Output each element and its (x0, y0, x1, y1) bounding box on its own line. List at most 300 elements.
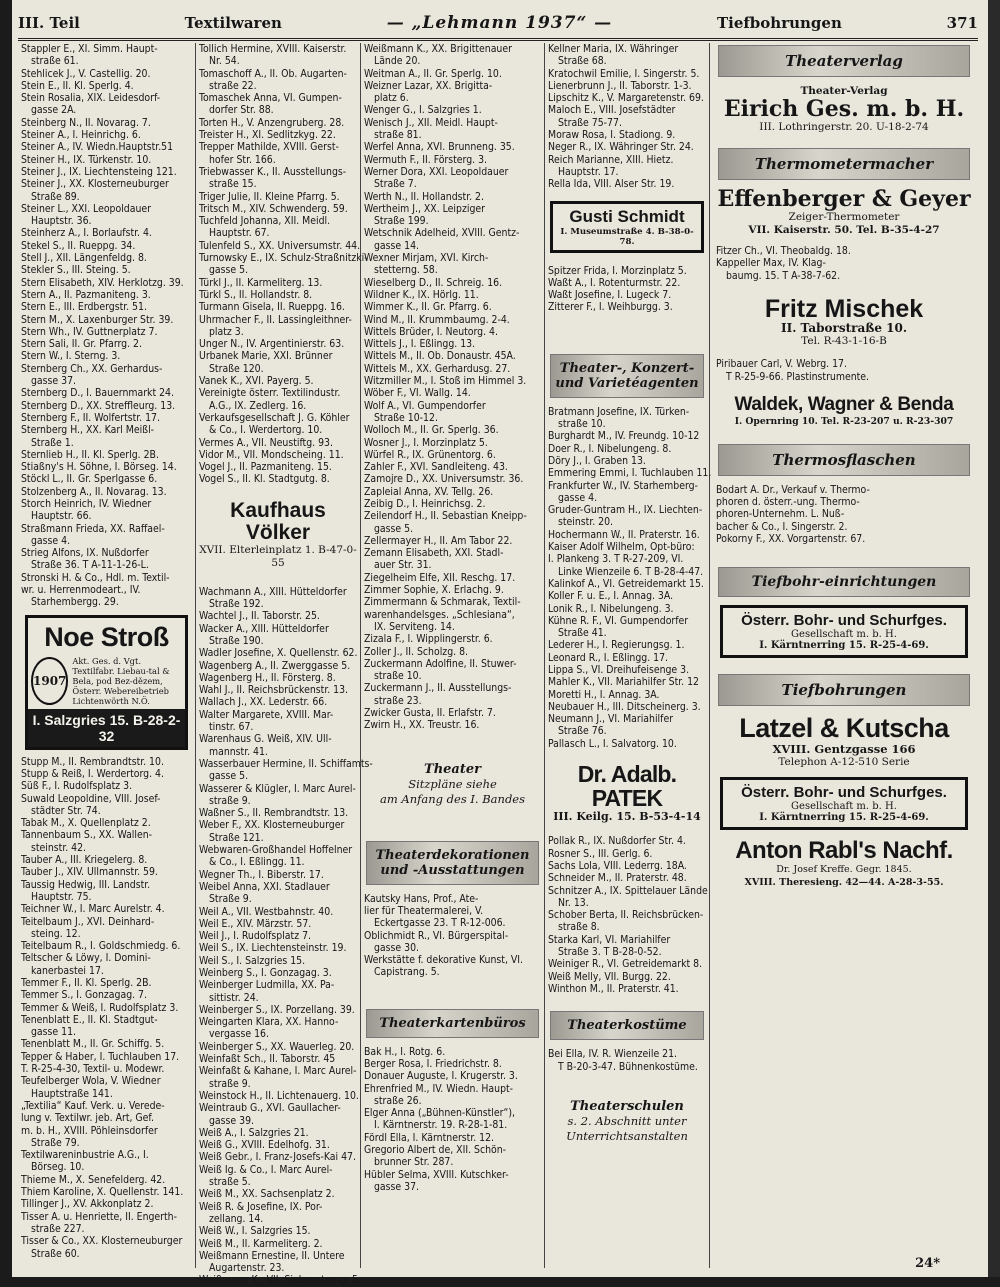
directory-entry: Teitelbaum J., XVI. Deinhard- (21, 915, 155, 928)
directory-entry: Weil S., IX. Liechtensteinstr. 19. (199, 942, 347, 955)
directory-entry: Wolf A., VI. Gumpendorfer (364, 399, 486, 412)
directory-entry: Mahler K., VII. Mariahilfer Str. 12 (548, 676, 699, 689)
entry-list (199, 585, 373, 1287)
directory-entry: Hübler Selma, XVIII. Kutschker- (364, 1168, 509, 1181)
directory-entry: Ziegelheim Elfe, XII. Reschg. 17. (364, 571, 516, 584)
directory-entry: Zwicker Gusta, II. Erlafstr. 7. (364, 707, 496, 720)
ad-address: XVII. Elterleinplatz 1. B-47-0-55 (199, 543, 357, 569)
directory-entry: Bodart A. Dr., Verkauf v. Thermo- (716, 483, 870, 496)
header-title: — „Lehmann 1937“ — (386, 13, 613, 33)
directory-entry: Wittels Brüder, I. Neutorg. 4. (364, 325, 498, 338)
entry-continuation: stetterng. 58. (374, 264, 438, 277)
directory-entry: Werfel Anna, XVI. Brunneng. 35. (364, 141, 515, 154)
directory-entry: Tannenbaum S., XX. Wallen- (21, 829, 153, 842)
directory-entry: Donauer Auguste, I. Krugerstr. 3. (364, 1070, 518, 1083)
directory-entry: Zimmer Sophie, X. Erlachg. 9. (364, 584, 504, 597)
directory-entry: Urbanek Marie, XXI. Brünner (199, 350, 333, 363)
entry-continuation: gasse 11. (31, 1026, 76, 1039)
ad-top: Theater-Verlag (800, 85, 888, 97)
directory-entry: Wallach J., XX. Lederstr. 66. (199, 696, 328, 709)
directory-entry: Tisser & Co., XX. Klosterneuburger (21, 1235, 183, 1248)
directory-entry: Kellner Maria, IX. Währinger (548, 43, 679, 55)
directory-entry: warenhandelsges. „Schlesiana“, (364, 608, 515, 621)
entry-continuation: straße 9. (209, 794, 251, 807)
directory-entry: Berger Rosa, I. Friedrichstr. 8. (364, 1058, 502, 1070)
directory-entry: Wegner Th., I. Biberstr. 17. (199, 868, 324, 881)
columns (18, 43, 978, 1287)
entry-continuation: gasse 30. (374, 941, 419, 954)
directory-entry: bacher & Co., I. Singerstr. 2. (716, 520, 848, 533)
entry-continuation: tinstr. 67. (209, 721, 254, 734)
entry-continuation: Straße 36. T A-11-1-26-L. (31, 559, 149, 572)
scan-edge-left (0, 0, 12, 1277)
note-heading: Theater (424, 761, 481, 777)
directory-entry: Zuckermann Adolfine, II. Stuwer- (364, 657, 517, 670)
directory-entry: T. R-25-4-30, Textil- u. Modewr. (21, 1063, 165, 1076)
entry-list (548, 835, 706, 995)
directory-entry: Starka Karl, VI. Mariahilfer (548, 933, 671, 946)
directory-entry: Reich Marianne, XIII. Hietz. (548, 153, 674, 166)
ad-name: Dr. Adalb. PATEK (577, 761, 677, 812)
directory-entry: Wosner J., I. Morzinplatz 5. (364, 436, 488, 449)
directory-entry: Wermuth F., II. Försterg. 3. (364, 153, 487, 166)
entry-continuation: & Co., I. Eßlingg. 11. (209, 856, 305, 869)
directory-entry: Wasserbauer Hermine, II. Schiffamts- (199, 757, 373, 770)
directory-entry: Stappler E., XI. Simm. Haupt- (21, 43, 158, 55)
directory-entry: Frankfurter W., IV. Starhemberg- (548, 479, 698, 492)
entry-continuation: straße 227. (31, 1222, 85, 1235)
directory-entry: Zeilendorf H., II. Sebastian Kneipp- (364, 510, 527, 523)
directory-entry: Wimmer K., II. Gr. Pfarrg. 6. (364, 301, 492, 314)
directory-entry: I. Plankeng 3. T R-27-209, VI. (548, 553, 684, 566)
directory-entry: Leonard R., I. Eßlingg. 17. (548, 651, 669, 664)
entry-list (548, 405, 712, 750)
entry-continuation: & Co., I. Werdertorg. 10. (209, 424, 323, 437)
directory-entry: Vereinigte österr. Textilindustr. (199, 387, 341, 400)
directory-entry: Steiner J., XX. Klosterneuburger (21, 178, 169, 191)
column-1 (18, 43, 196, 1268)
directory-entry: Oblichmidt R., VI. Bürgerspital- (364, 929, 509, 942)
directory-entry: Zoller J., II. Scholzg. 8. (364, 645, 468, 658)
entry-continuation: Lände 20. (374, 55, 421, 68)
directory-entry: Warenhaus G. Weiß, XIV. Ull- (199, 733, 332, 746)
note-line: Sitzpläne siehe (408, 776, 497, 791)
directory-entry: Weil S., I. Salzgries 15. (199, 954, 306, 967)
entry-continuation: Hauptstr. 67. (209, 227, 270, 240)
directory-entry: Temmer & Weiß, I. Rudolfsplatz 3. (21, 1001, 179, 1014)
entry-continuation: straße 23. (374, 694, 422, 707)
directory-entry: Weingarten Klara, XX. Hanno- (199, 1016, 339, 1029)
directory-entry: Werth N., II. Hollandstr. 2. (364, 190, 484, 203)
directory-entry: Weinberger S., XX. Wauerleg. 20. (199, 1040, 355, 1053)
ad-eirich (716, 85, 972, 134)
ad-address: XVIII. Gentzgasse 166 (772, 741, 916, 756)
directory-entry: Moraw Rosa, I. Stadiong. 9. (548, 129, 676, 142)
directory-entry: Wieselberg D., II. Schreig. 16. (364, 276, 503, 289)
note-line: s. 2. Abschnitt unter (567, 1113, 687, 1128)
entry-continuation: T R-25-9-66. Plastinstrumente. (726, 370, 870, 383)
directory-entry: Stern Elisabeth, XIV. Herklotzg. 39. (21, 276, 184, 289)
entry-continuation: Straße 192. (209, 598, 264, 611)
ad-gusti-schmidt (550, 201, 704, 253)
directory-entry: Burghardt M., IV. Freundg. 10-12 (548, 430, 700, 443)
directory-entry: Weiß M., II. Karmeliterg. 2. (199, 1237, 323, 1250)
directory-entry: Vermes A., VII. Neustiftg. 93. (199, 436, 333, 449)
directory-entry: Wacker A., XIII. Hütteldorfer (199, 622, 329, 635)
directory-entry: Zemann Elisabeth, XXI. Stadl- (364, 547, 504, 560)
entry-continuation: Straße 60. (31, 1247, 80, 1260)
entry-list (716, 484, 972, 545)
entry-continuation: mannstr. 41. (209, 745, 268, 758)
section-heading-tiefbohrungen: Tiefbohrungen (718, 674, 970, 706)
directory-entry: Stolzenberg A., II. Novarag. 13. (21, 485, 167, 498)
entry-continuation: Augartenstr. 23. (209, 1262, 285, 1275)
directory-entry: Fitzer Ch., VI. Theobaldg. 18. (716, 245, 851, 258)
directory-entry: Wahl J., II. Reichsbrückenstr. 13. (199, 684, 348, 697)
directory-entry: Trepper Mathilde, XVIII. Gerst- (199, 141, 339, 154)
entry-continuation: straße 10. (558, 418, 606, 431)
directory-entry: Zuckermann J., II. Ausstellungs- (364, 682, 512, 695)
ad-name: Fritz Mischek (764, 295, 924, 324)
directory-entry: Stronski H. & Co., Hdl. m. Textil- (21, 571, 170, 584)
entry-continuation: Straße 3. T B-28-0-52. (558, 946, 662, 959)
directory-entry: Schnitzer A., IX. Spittelauer Lände (548, 884, 708, 897)
directory-entry: Stell J., XII. Längenfeldg. 8. (21, 252, 147, 265)
entry-continuation: T B-20-3-47. Bühnenkostüme. (558, 1060, 698, 1073)
directory-entry: Wertheim J., XX. Leipziger (364, 202, 485, 215)
directory-entry: Emmering Emmi, I. Tuchlauben 11. (548, 467, 712, 480)
ad-address: II. Taborstraße 10. (780, 321, 908, 336)
entry-continuation: gasse 37. (31, 375, 76, 388)
ad-name: Kaufhaus Völker (230, 498, 326, 544)
directory-entry: Stern Sali, II. Gr. Pfarrg. 2. (21, 338, 142, 351)
directory-entry: Türkl S., II. Hollandstr. 8. (199, 288, 313, 301)
directory-entry: Tepper & Haber, I. Tuchlauben 17. (21, 1050, 180, 1063)
entry-continuation: Straße 121. (209, 831, 264, 844)
directory-entry: Weiß W., I. Salzgries 15. (199, 1225, 311, 1238)
directory-entry: Neubauer H., III. Ditscheinerg. 3. (548, 700, 701, 713)
directory-entry: Vogel S., II. Kl. Stadtgutg. 8. (199, 473, 330, 486)
entry-continuation: Hauptstr. 17. (558, 165, 619, 178)
directory-entry: Straßmann Frieda, XX. Raffael- (21, 522, 165, 535)
directory-entry: Weintraub G., XVI. Gaullacher- (199, 1102, 341, 1115)
directory-entry: Turmann Gisela, II. Rueppg. 16. (199, 301, 345, 314)
entry-continuation: gasse 4. (558, 491, 598, 504)
entry-continuation: Straße 7. (374, 178, 417, 191)
directory-entry: Wagenberg H., II. Försterg. 8. (199, 671, 336, 684)
directory-entry: Teichner W., I. Marc Aurelstr. 4. (21, 903, 165, 916)
ad-address: I. Opernring 10. Tel. R-23-207 u. R-23-307 (734, 415, 954, 427)
ad-phone: Tel. R-43-1-16-B (801, 335, 887, 348)
directory-entry: Neger R., IX. Währinger Str. 24. (548, 141, 694, 154)
directory-entry: Stekel S., II. Rueppg. 34. (21, 239, 136, 252)
ad-bar: I. Salzgries 15. B-28-2-32 (28, 709, 185, 747)
ad-name: Latzel & Kutscha (739, 713, 949, 744)
entry-continuation: hofer Str. 166. (209, 153, 276, 166)
entry-continuation: Börseg. 10. (31, 1161, 85, 1174)
ad-kaufhaus-voelker (199, 500, 357, 570)
directory-entry: Weinberger Ludmilla, XX. Pa- (199, 979, 335, 992)
directory-entry: Tisser A. u. Henriette, II. Engerth- (21, 1210, 177, 1223)
ad-phone: Telephon A-12-510 Serie (778, 755, 910, 768)
entry-list (716, 358, 972, 383)
ad-name: Noe Stroß (44, 621, 169, 652)
entry-continuation: Straße 120. (209, 362, 264, 375)
entry-continuation: Eckertgasse 23. T R-12-006. (374, 917, 506, 930)
directory-entry: Temmer F., II. Kl. Sperlg. 2B. (21, 977, 152, 989)
ad-text: Akt. Ges. d. Vgt. Textilfabr. Liebau-tal & Bela, pod Bez-dězem, Österr. Webereibetrieb Lichtenwörth N.Ö. (72, 655, 170, 706)
entry-continuation: Straße 79. (31, 1136, 80, 1149)
ad-sub: Dr. Josef Kreffe. Gegr. 1845. (776, 863, 912, 875)
section-heading-thermometermacher: Thermometermacher (718, 148, 970, 180)
directory-entry: Sternberg H., XX. Karl Meißl- (21, 424, 155, 437)
directory-entry: Rella Ida, VIII. Alser Str. 19. (548, 178, 675, 191)
ad-waldek (716, 395, 972, 428)
entry-continuation: A.G., IX. Zedlerg. 16. (209, 399, 307, 412)
entry-continuation: straße 81. (374, 129, 422, 142)
ad-name: Österr. Bohr- und Schurfges. (741, 612, 947, 630)
entry-continuation: straße 8. (558, 921, 600, 934)
directory-entry: Lippa S., VI. Dreihufeisenge 3. (548, 663, 690, 676)
ad-bohr-schurfges-2 (720, 777, 968, 830)
ad-address: III. Keilg. 15. B-53-4-14 (553, 810, 701, 824)
section-heading-theaterverlag: Theaterverlag (718, 45, 970, 77)
directory-entry: Steiner A., IV. Wiedn.Hauptstr.51 (21, 141, 174, 154)
directory-entry: Döry J., I. Graben 13. (548, 454, 646, 467)
directory-entry: Süß F., I. Rudolfsplatz 3. (21, 780, 133, 793)
ad-address: III. Lothringerstr. 20. U-18-2-74 (759, 121, 929, 134)
entry-continuation: Straße 10-12. (374, 411, 438, 424)
directory-entry: phoren-Unternehm. L. Nuß- (716, 508, 845, 521)
directory-entry: Fördl Ella, I. Kärntnerstr. 12. (364, 1131, 494, 1144)
entry-continuation: Straße 199. (374, 215, 429, 228)
entry-continuation: gasse 4. (31, 534, 71, 547)
directory-entry: Tabak M., X. Quellenplatz 2. (21, 817, 151, 830)
directory-entry: Teufelberger Wola, V. Wiedner (21, 1075, 161, 1088)
directory-entry: Steinberg N., II. Novarag. 7. (21, 116, 151, 129)
entry-continuation: IX. Serviteng. 14. (374, 620, 455, 633)
entry-continuation: städter Str. 74. (31, 804, 101, 817)
directory-entry: Stehlicek J., V. Castellig. 20. (21, 67, 151, 80)
directory-entry: Weißmann Ernestine, II. Untere (199, 1249, 345, 1262)
directory-entry: Gregorio Albert de, XII. Schön- (364, 1144, 507, 1157)
entry-continuation: Hauptstr. 36. (31, 215, 92, 228)
ad-patek (548, 762, 706, 823)
directory-entry: Tomaschoff A., II. Ob. Augarten- (199, 67, 347, 80)
directory-entry: Weiniger R., VI. Getreidemarkt 8. (548, 958, 703, 971)
entry-continuation: dorfer Str. 88. (209, 104, 274, 117)
entry-continuation: straße 10. (374, 670, 422, 683)
directory-entry: Weil A., VII. Westbahnstr. 40. (199, 905, 334, 918)
directory-entry: Lederer H., I. Regierungsg. 1. (548, 639, 685, 652)
entry-continuation: I. Kärntnerstr. 19. R-28-1-81. (374, 1119, 508, 1132)
section-heading-agenten: Theater-, Konzert- und Varietéagenten (550, 354, 704, 398)
entry-continuation: gasse 5. (209, 770, 249, 783)
directory-entry: Teitelbaum R., I. Goldschmiedg. 6. (21, 940, 181, 953)
directory-entry: Weinfaßt & Kahane, I. Marc Aurel- (199, 1065, 357, 1078)
directory-entry: Tillinger J., XV. Akkonplatz 2. (21, 1198, 154, 1211)
directory-entry: Gruder-Guntram H., IX. Liechten- (548, 504, 703, 517)
directory-entry: Sachs Lola, VIII. Lederrg. 18A. (548, 859, 687, 872)
directory-entry: Webwaren-Großhandel Hoffelner (199, 844, 353, 857)
directory-entry: Wachmann A., XIII. Hütteldorfer (199, 585, 347, 598)
directory-entry: Sternberg D., I. Bauernmarkt 24. (21, 387, 174, 400)
ad-name: Waldek, Wagner & Benda (734, 393, 954, 415)
directory-entry: phoren d. österr.-ung. Thermo- (716, 496, 860, 509)
entry-continuation: auer Str. 31. (374, 559, 432, 572)
directory-entry: Stern A., II. Pazmaniteng. 3. (21, 288, 151, 301)
directory-entry: Rosner S., III. Gerlg. 6. (548, 847, 653, 860)
directory-entry: Weißmann K., XX. Brigittenauer (364, 43, 512, 55)
entry-list (364, 893, 541, 979)
directory-entry: Tauber A., III. Kriegelerg. 8. (21, 854, 148, 867)
directory-entry: Sternberg D., XX. Streffleurg. 13. (21, 399, 176, 412)
directory-entry: Neumann J., VI. Mariahilfer (548, 713, 674, 726)
directory-entry: Wenisch J., XII. Meidl. Haupt- (364, 116, 498, 129)
directory-entry: Temmer S., I. Gonzagag. 7. (21, 989, 147, 1002)
directory-entry: Uhrmacher F., II. Lassingleithner- (199, 313, 352, 326)
entry-continuation: Straße 9. (209, 893, 252, 906)
directory-entry: wr. u. Herrenmodeart., IV. (21, 584, 141, 597)
directory-entry: Kühne R. F., VI. Gumpendorfer (548, 614, 689, 627)
ad-sub: Gesellschaft m. b. H. (791, 800, 897, 812)
directory-entry: Schneider M., II. Praterstr. 48. (548, 872, 687, 885)
directory-entry: Tollich Hermine, XVIII. Kaiserstr. (199, 43, 347, 55)
entry-continuation: gasse 2A. (31, 104, 77, 117)
directory-entry: Stiaßny's H. Söhne, I. Börseg. 14. (21, 461, 177, 474)
directory-entry: Weibel Anna, XXI. Stadlauer (199, 880, 330, 893)
directory-entry: Wasserer & Klügler, I. Marc Aurel- (199, 782, 356, 795)
note-theaterschulen (548, 1099, 706, 1144)
directory-entry: Pallasch L., I. Salvatorg. 10. (548, 737, 677, 750)
directory-entry: Waßner S., II. Rembrandtstr. 13. (199, 807, 349, 820)
directory-entry: Maloch E., VIII. Josefstädter (548, 104, 676, 117)
ad-effenberger (716, 188, 972, 237)
ad-bohr-schurfges (720, 605, 968, 658)
directory-entry: Wagenberg A., II. Zwerggasse 5. (199, 659, 351, 672)
directory-entry: Tomaschek Anna, VI. Gumpen- (199, 92, 342, 105)
directory-entry: Zellermayer H., II. Am Tabor 22. (364, 534, 513, 547)
ad-address: I. Kärntnerring 15. R-25-4-69. (759, 811, 929, 823)
ad-address: VII. Kaiserstr. 50. Tel. B-35-4-27 (748, 224, 940, 237)
directory-entry: Kaiser Adolf Wilhelm, Opt-büro: (548, 541, 695, 554)
directory-entry: Stern Wh., IV. Guttnerplatz 7. (21, 325, 158, 338)
directory-entry: „Textilia“ Kauf. Verk. u. Verede- (21, 1099, 165, 1112)
directory-entry: Weiß Melly, VII. Burgg. 22. (548, 970, 671, 983)
directory-entry: Wittels M., II. Ob. Donaustr. 45A. (364, 350, 516, 363)
directory-entry: Weizner Lazar, XX. Brigitta- (364, 79, 493, 92)
directory-entry: Bak H., I. Rotg. 6. (364, 1045, 446, 1058)
ad-address: I. Museumstraße 4. B-38-0-78. (560, 226, 694, 247)
directory-entry: Tulenfeld S., XX. Universumstr. 44. (199, 239, 361, 252)
header-page-number: 371 (946, 14, 978, 32)
entry-continuation: Hauptstr. 75. (31, 890, 92, 903)
directory-entry: Wittels M., XX. Gerhardusg. 27. (364, 362, 511, 375)
directory-entry: Thiem Karoline, X. Quellenstr. 141. (21, 1186, 184, 1199)
directory-entry: Weiß R. & Josefine, IX. Por- (199, 1200, 323, 1213)
directory-entry: lier für Theatermalerei, V. (364, 904, 484, 917)
page-header (18, 8, 978, 41)
entry-continuation: gasse 39. (209, 1114, 254, 1127)
entry-continuation: Straße 190. (209, 634, 264, 647)
entry-list (548, 43, 706, 191)
column-2 (196, 43, 373, 1287)
directory-entry: Stekler S., III. Steing. 5. (21, 264, 131, 277)
directory-entry: Steinherz A., I. Borlaufstr. 4. (21, 227, 152, 240)
entry-continuation: Linke Wienzeile 6. T B-28-4-47. (558, 565, 704, 578)
directory-entry: Steiner J., IX. Liechtensteing 121. (21, 165, 177, 178)
ad-address: XVIII. Theresieng. 42—44. A-28-3-55. (744, 876, 944, 888)
directory-entry: Tenenblatt M., II. Gr. Schiffg. 5. (21, 1038, 165, 1051)
entry-continuation: straße 9. (209, 1077, 251, 1090)
directory-entry: Textilwareninbustrie A.G., I. (21, 1149, 149, 1162)
directory-entry: Wexner Mirjam, XVI. Kirch- (364, 252, 489, 265)
entry-continuation: brunner Str. 287. (374, 1156, 454, 1169)
column-3 (361, 43, 545, 1268)
directory-entry: Witzmiller M., I. Stoß im Himmel 3. (364, 375, 527, 388)
directory-entry: Bei Ella, IV. R. Wienzeile 21. (548, 1048, 678, 1061)
directory-entry: Werkstätte f. dekorative Kunst, VI. (364, 954, 523, 967)
directory-entry: Steiner A., I. Heinrichg. 6. (21, 129, 141, 142)
directory-entry: Sternlieb H., II. Kl. Sperlg. 2B. (21, 448, 159, 461)
section-heading-thermosflaschen: Thermosflaschen (718, 444, 970, 476)
entry-continuation: straße 26. (374, 1094, 422, 1107)
directory-entry: Verkaufsgesellschaft J. G. Köhler (199, 411, 350, 424)
signature-mark: 24* (915, 1256, 940, 1271)
ad-year-seal (31, 657, 68, 705)
directory-entry: Sternberg Ch., XX. Gerhardus- (21, 362, 163, 375)
directory-entry: Weiß Gebr., I. Franz-Josefs-Kai 47. (199, 1151, 356, 1164)
entry-continuation: Starhembergg. 29. (31, 596, 119, 609)
entry-continuation: Nr. 54. (209, 55, 240, 68)
directory-entry: Zitterer F., I. Weihburgg. 3. (548, 301, 673, 314)
directory-entry: Stupp & Reiß, I. Werdertorg. 4. (21, 767, 164, 780)
directory-entry: Stein E., II. Kl. Sperlg. 4. (21, 79, 134, 92)
directory-entry: Wittels J., I. Eßlingg. 13. (364, 338, 476, 351)
directory-entry: Würfel R., IX. Grünentorg. 6. (364, 448, 496, 461)
directory-entry: Suwald Leopoldine, VIII. Josef- (21, 792, 161, 805)
directory-entry: Triebwasser K., II. Ausstellungs- (199, 165, 347, 178)
directory-entry: Wetschnik Adelheid, XVIII. Gentz- (364, 227, 520, 240)
directory-entry: Zwirn H., XX. Treustr. 16. (364, 719, 480, 732)
directory-entry: Stern M., X. Laxenburger Str. 39. (21, 313, 174, 326)
entry-continuation: platz 6. (374, 92, 409, 105)
entry-list (199, 43, 368, 486)
directory-entry: Stupp M., II. Rembrandtstr. 10. (21, 755, 164, 768)
directory-entry: lung v. Textilwr. jeb. Art, Gef. (21, 1112, 154, 1125)
directory-entry: Lonik R., I. Nibelungeng. 3. (548, 602, 674, 615)
entry-continuation: straße 61. (31, 55, 79, 68)
directory-entry: Wöber F., VI. Wallg. 14. (364, 387, 471, 400)
directory-entry: Stein Rosalia, XIX. Leidesdorf- (21, 92, 161, 105)
entry-continuation: gasse 5. (209, 264, 249, 277)
directory-entry: Vogel J., II. Pazmaniteng. 15. (199, 461, 332, 474)
directory-entry: Vidor M., VII. Mondscheing. 11. (199, 448, 344, 461)
entry-list (21, 43, 192, 609)
header-section-left: Textilwaren (184, 14, 282, 32)
directory-entry: Lienerbrunn J., II. Taborstr. 1-3. (548, 79, 692, 92)
directory-entry: Torten H., V. Anzengruberg. 28. (199, 116, 345, 129)
entry-continuation: zellang. 14. (209, 1212, 264, 1225)
entry-continuation: Hauptstr. 66. (31, 510, 92, 523)
directory-entry: Triger Julie, II. Kleine Pfarrg. 5. (199, 190, 340, 203)
section-heading-kostueme: Theaterkostüme (550, 1011, 704, 1040)
directory-entry: Tritsch M., XIV. Schwenderg. 59. (199, 202, 348, 215)
directory-entry: Teltscher & Löwy, I. Domini- (21, 952, 151, 965)
entry-list (716, 245, 972, 282)
directory-entry: Wind M., II. Krummbaumg. 2-4. (364, 313, 510, 326)
directory-entry: Wachtel J., II. Taborstr. 25. (199, 610, 320, 623)
